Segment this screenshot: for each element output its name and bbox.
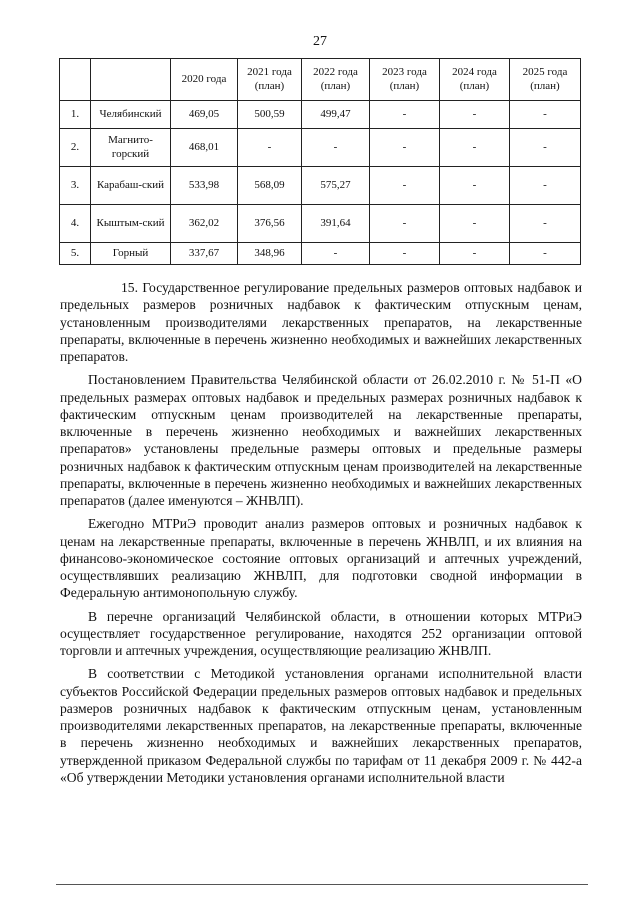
cell-2022: - [302, 243, 370, 265]
cell-2025: - [510, 167, 581, 205]
row-name: Горный [91, 243, 171, 265]
cell-2021: 568,09 [238, 167, 302, 205]
row-number: 1. [60, 101, 91, 129]
cell-2023: - [370, 101, 440, 129]
cell-2025: - [510, 129, 581, 167]
markup-table [59, 58, 581, 265]
cell-2022: 391,64 [302, 205, 370, 243]
cell-2023: - [370, 129, 440, 167]
cell-2024: - [440, 101, 510, 129]
cell-2021: 500,59 [238, 101, 302, 129]
cell-2023: - [370, 243, 440, 265]
body-paragraph: В перечне организаций Челябинской области, в отношении которых МТРиЭ осуществляет государственное регулирование, находятся 252 организации оптовой торговли и аптечных учреждения, осуществляющие реализацию ЖНВЛП. [60, 608, 582, 658]
body-paragraph: Ежегодно МТРиЭ проводит анализ размеров оптовых и розничных надбавок к ценам на лекарственные препараты, включенные в перечень ЖНВЛП, и их влияния на финансово-экономическое состояние оптовых организаций и аптечных учреждений, осуществлявших реализацию ЖНВЛП, для подготовки сводной информации в Федеральную антимонопольную службу. [60, 516, 582, 601]
table-row [60, 167, 581, 205]
document-body [60, 279, 582, 792]
row-name: Магнито-горский [91, 129, 171, 167]
footer-divider [56, 884, 588, 885]
cell-2025: - [510, 101, 581, 129]
cell-2024: - [440, 205, 510, 243]
cell-2024: - [440, 167, 510, 205]
header-cell-2021: 2021 года (план) [238, 59, 302, 101]
table-row [60, 129, 581, 167]
row-number: 5. [60, 243, 91, 265]
table-row [60, 243, 581, 265]
cell-2024: - [440, 243, 510, 265]
header-cell-number [60, 59, 91, 101]
row-number: 3. [60, 167, 91, 205]
row-name: Челябинский [91, 101, 171, 129]
cell-2025: - [510, 243, 581, 265]
cell-2020: 337,67 [171, 243, 238, 265]
cell-2021: 348,96 [238, 243, 302, 265]
body-paragraph: Постановлением Правительства Челябинской области от 26.02.2010 г. № 51-П «О предельных размерах оптовых надбавок и предельных размерах розничных надбавок к фактическим отпускным ценам производителей на лекарственные препараты, включенные в перечень жизненно необходимых и важнейших лекарственных препаратов» установлены предельные размеры оптовых и предельные размеры розничных надбавок к фактическим отпускным ценам производителей на лекарственные препараты, включенные в перечень жизненно необходимых и важнейших лекарственных препаратов (далее именуются – ЖНВЛП). [60, 372, 582, 508]
cell-2024: - [440, 129, 510, 167]
cell-2021: - [238, 129, 302, 167]
header-cell-2022: 2022 года (план) [302, 59, 370, 101]
header-cell-2023: 2023 года (план) [370, 59, 440, 101]
cell-2022: 499,47 [302, 101, 370, 129]
row-number: 2. [60, 129, 91, 167]
cell-2020: 533,98 [171, 167, 238, 205]
section-heading: 15. Государственное регулирование предельных размеров оптовых надбавок и предельных размеров розничных надбавок к фактическим отпускным ценам, установленным производителями лекарственных препаратов, на лекарственные препараты, включенные в перечень жизненно необходимых и важнейших лекарственных препаратов. [60, 280, 582, 364]
header-cell-2024: 2024 года (план) [440, 59, 510, 101]
cell-2020: 362,02 [171, 205, 238, 243]
table-header-row [60, 59, 581, 101]
cell-2025: - [510, 205, 581, 243]
header-cell-2025: 2025 года (план) [510, 59, 581, 101]
row-number: 4. [60, 205, 91, 243]
row-name: Кыштым-ский [91, 205, 171, 243]
cell-2020: 468,01 [171, 129, 238, 167]
cell-2022: 575,27 [302, 167, 370, 205]
cell-2020: 469,05 [171, 101, 238, 129]
header-cell-2020: 2020 года [171, 59, 238, 101]
cell-2022: - [302, 129, 370, 167]
table-row [60, 101, 581, 129]
cell-2023: - [370, 167, 440, 205]
cell-2023: - [370, 205, 440, 243]
row-name: Карабаш-ский [91, 167, 171, 205]
header-cell-name [91, 59, 171, 101]
page-number: 27 [313, 34, 327, 49]
cell-2021: 376,56 [238, 205, 302, 243]
table-row [60, 205, 581, 243]
body-paragraph: В соответствии с Методикой установления органами исполнительной власти субъектов Российской Федерации предельных размеров оптовых надбавок и предельных размеров розничных надбавок к фактическим отпускным ценам, установленным производителями лекарственных препаратов, на лекарственные препараты, включенные в перечень жизненно необходимых и важнейших лекарственных препаратов, утвержденной приказом Федеральной службы по тарифам от 11 декабря 2009 г. № 442-а «Об утверждении Методики установления органами исполнительной власти [60, 666, 582, 785]
